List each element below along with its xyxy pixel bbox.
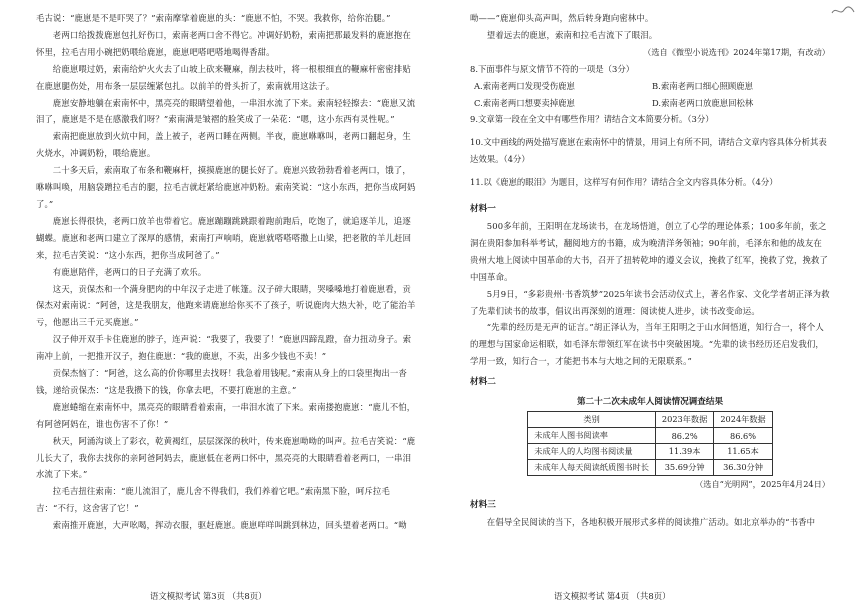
paragraph: “先辈的经历是无声的证言。”胡正泽认为，当年王阳明之于山水间悟道，知行合一，将个人的理想与国家命运相联，如毛泽东带领红军在读书中突破困境。“先辈的读书经历还启发我们，学用一致，知行合一，才能把书本与大地之间的无限联系。” [470, 322, 824, 367]
paragraph: 鹿崽长得很快，老两口放羊也带着它。鹿崽蹦蹦跳跳跟着跑前跑后，吃饱了，就追逐羊儿，追逐蝴蝶。鹿崽和老两口建立了深厚的感情，索南打声响哨，鹿崽就嗒嗒嗒撒上山梁，把老散的羊儿赶回来，拉毛吉笑说：“这小东西，把你当成阿爸了。” [36, 215, 412, 260]
right-page [430, 0, 860, 608]
table-cell: 86.2% [655, 428, 713, 444]
paragraph: 呦——”鹿崽仰头高声叫，然后转身跑向密林中。 [470, 13, 654, 23]
question-8-options [470, 78, 830, 112]
paragraph: 老两口给拨拨鹿崽包扎好伤口，索南老两口舍不得它。冲调好奶粉，索南把那最发料的鹿崽抱在怀里，拉毛吉用小碗把奶喂给鹿崽，鹿崽吧嗒吧嗒地喝得香甜。 [36, 29, 411, 57]
paragraph: 二十多天后，索南取了布条和鞭麻杆，摸摸鹿崽的腿长好了。鹿崽兴致勃勃看着老两口，饿了，咻咻叫唤，用脑袋蹭拉毛吉的腿，拉毛吉就赶紧给鹿崽冲奶粉。索南笑说：“这小东西，把你当成阿妈了。” [36, 165, 416, 209]
paragraph: 500多年前，王阳明在龙场读书，在龙场悟道，创立了心学的理论体系；100多年前，张之洞在贵阳参加科举考试，翻阅地方的书籍，成为晚清洋务领袖；90年前，毛泽东和他的战友在贵州大地上阅读中国革命的大书，召开了扭转乾坤的遵义会议，挽救了红军，挽救了党，挽救了中国革命。 [470, 220, 829, 282]
paragraph: 索南把鹿崽放到火炕中间，盖上被子，老两口睡在两侧。半夜，鹿崽咻咻叫，老两口翻起身，生火烧水，冲调奶粉，喂给鹿崽。 [36, 131, 411, 159]
table-cell: 11.39本 [655, 444, 713, 460]
option-item: B.索南老两口细心照顾鹿崽 [652, 80, 753, 91]
table-row [528, 444, 772, 460]
option-item: A.索南老两口发现受伤鹿崽 [474, 80, 575, 91]
survey-table-title: 第二十二次未成年人阅读情况调查结果 [576, 397, 724, 408]
column-header: 类别 [528, 412, 656, 428]
material-1-text [470, 218, 830, 370]
table-header-row [528, 412, 772, 428]
page-footer-left: 语文模拟考试 第3页 （共8页） [150, 591, 267, 601]
table-source: （选自“光明网”，2025年4月24日） [695, 479, 830, 490]
table-cell: 未成年人的人均图书阅读量 [528, 444, 656, 460]
paragraph: 毛古说：“鹿崽是不是吓哭了？”索南摩挲着鹿崽的头：“鹿崽不怕，不哭。我救你，给你治腿。” [36, 13, 391, 23]
material-3-heading: 材料三 [470, 499, 496, 510]
story-ending [470, 10, 830, 44]
page-footer-right: 语文模拟考试 第4页 （共8页） [554, 591, 671, 601]
table-cell: 86.6% [714, 428, 772, 444]
paragraph: 给鹿崽喂过奶，索南给炉火火去了山坡上砍来鞭麻，削去枝叶，将一根根细直的鞭麻杆密密排贴在鹿崽腿伤处，用布条一层层缠紧包扎。以前羊的骨头折了，索南就用这法子。 [36, 63, 411, 91]
question-10: 10.文中画线的两处描写鹿崽在索南怀中的情景，用词上有所不同，请结合文章内容具体分析其表达效果。（4分） [470, 137, 827, 165]
column-header: 2023年数据 [655, 412, 713, 428]
question-11: 11.以《鹿崽的眼泪》为题目，这样写有何作用？请结合全文内容具体分析。（4分） [470, 177, 778, 188]
table-row [528, 460, 772, 476]
story-text [36, 10, 418, 534]
scribble-mark [830, 4, 856, 18]
paragraph: 汉子伸开双手卡住鹿崽的脖子，连声说：“我要了，我要了！”鹿崽四蹄乱蹬，奋力扭动身子。索南冲上前，一把推开汉子，抱住鹿崽：“我的鹿崽，不卖，出多少钱也不卖！” [36, 334, 412, 362]
table-cell: 未成年人每天阅读纸质图书时长 [528, 460, 656, 476]
table-cell: 未成年人图书阅读率 [528, 428, 656, 444]
question-8: 8.下面事件与原文情节不符的一项是（3分） [470, 63, 635, 74]
paragraph: 鹿崽蜷缩在索南怀中，黑亮亮的眼睛看着索南，一串泪水流了下来。索南搂抱鹿崽：“鹿儿不怕，有阿爸阿妈在，谁也伤害不了你！” [36, 401, 416, 429]
paragraph: 有鹿崽陪伴，老两口的日子充满了欢乐。 [52, 266, 207, 277]
paragraph: 索南推开鹿崽，大声吆喝，挥动衣服，驱赶鹿崽。鹿崽咩咩叫跳到林边，回头望着老两口。“呦 [52, 520, 407, 531]
table-cell: 11.65本 [714, 444, 772, 460]
paragraph: 贡保杰恼了：“阿爸，这么高的价你哪里去找呀！我急着用钱呢。”索南从身上的口袋里掏出一沓钱，递给贡保杰：“这是我攒下的钱，你拿去吧，不要打鹿崽的主意。” [36, 368, 407, 395]
paragraph: 在倡导全民阅读的当下，各地积极开展形式多样的阅读推广活动。如北京举办的“书香中 [486, 516, 816, 527]
paragraph: 这天，贡保杰和一个满身肥肉的中年汉子走进了帐篷。汉子碎大眼睛，哭嗓嗓地打着鹿崽看，贡保杰对索南说：“阿爸，这是我朋友，他跑来请鹿崽给你买不了孩子，听说鹿肉大热大补，吃了能治羊亏，他愿出三千元买鹿崽。” [36, 283, 416, 328]
material-3-text [470, 514, 830, 531]
paragraph: 望着远去的鹿崽，索南和拉毛吉流下了眼泪。 [486, 29, 658, 40]
column-header: 2024年数据 [714, 412, 772, 428]
survey-table [527, 411, 772, 476]
paragraph: 5月9日，“多彩贵州·书香筑梦”2025年读书会活动仪式上，著名作家、文化学者胡正泽为救了先辈们读书的故事，倡议出再深刻的道理：阅读使人进步，读书改变命运。 [470, 288, 830, 316]
material-1-heading: 材料一 [470, 204, 496, 215]
table-cell: 36.30分钟 [714, 460, 772, 476]
paragraph: 秋天，阿涌沟谈上了彩衣，乾黄褐红，层层深深的秋叶，传来鹿崽呦呦的叫声。拉毛吉笑说：“鹿儿长大了，我你去找你的亲阿爸阿妈去，鹿崽低在老两口怀中，黑亮亮的大眼睛看着老两口，一串泪水流了下来。” [36, 435, 416, 480]
paragraph: 拉毛吉扭往索南：“鹿儿流泪了，鹿儿舍不得我们，我们养着它吧。”索南黑下脸，呵斥拉毛吉：“不行，这舍害了它！” [36, 486, 390, 514]
paragraph: 鹿崽安静地躺在索南怀中，黑亮亮的眼睛望着他，一串泪水流了下来。索南轻轻擦去：“鹿崽又流泪了，鹿崽是不是在感激我们呀？”索南满是皱褶的脸笑成了一朵花：“嗯，这小东西有灵性呢。” [36, 97, 416, 125]
story-source: （选自《微型小说选刊》2024年第17期，有改动） [643, 46, 830, 57]
option-item: C.索南老两口想要卖掉鹿崽 [474, 97, 575, 108]
question-9: 9.文章第一段在全文中有哪些作用？请结合文本简要分析。（3分） [470, 114, 714, 125]
table-cell: 35.69分钟 [655, 460, 713, 476]
table-row [528, 428, 772, 444]
option-item: D.索南老两口放鹿崽回松林 [652, 97, 754, 108]
material-2-heading: 材料二 [470, 377, 496, 388]
